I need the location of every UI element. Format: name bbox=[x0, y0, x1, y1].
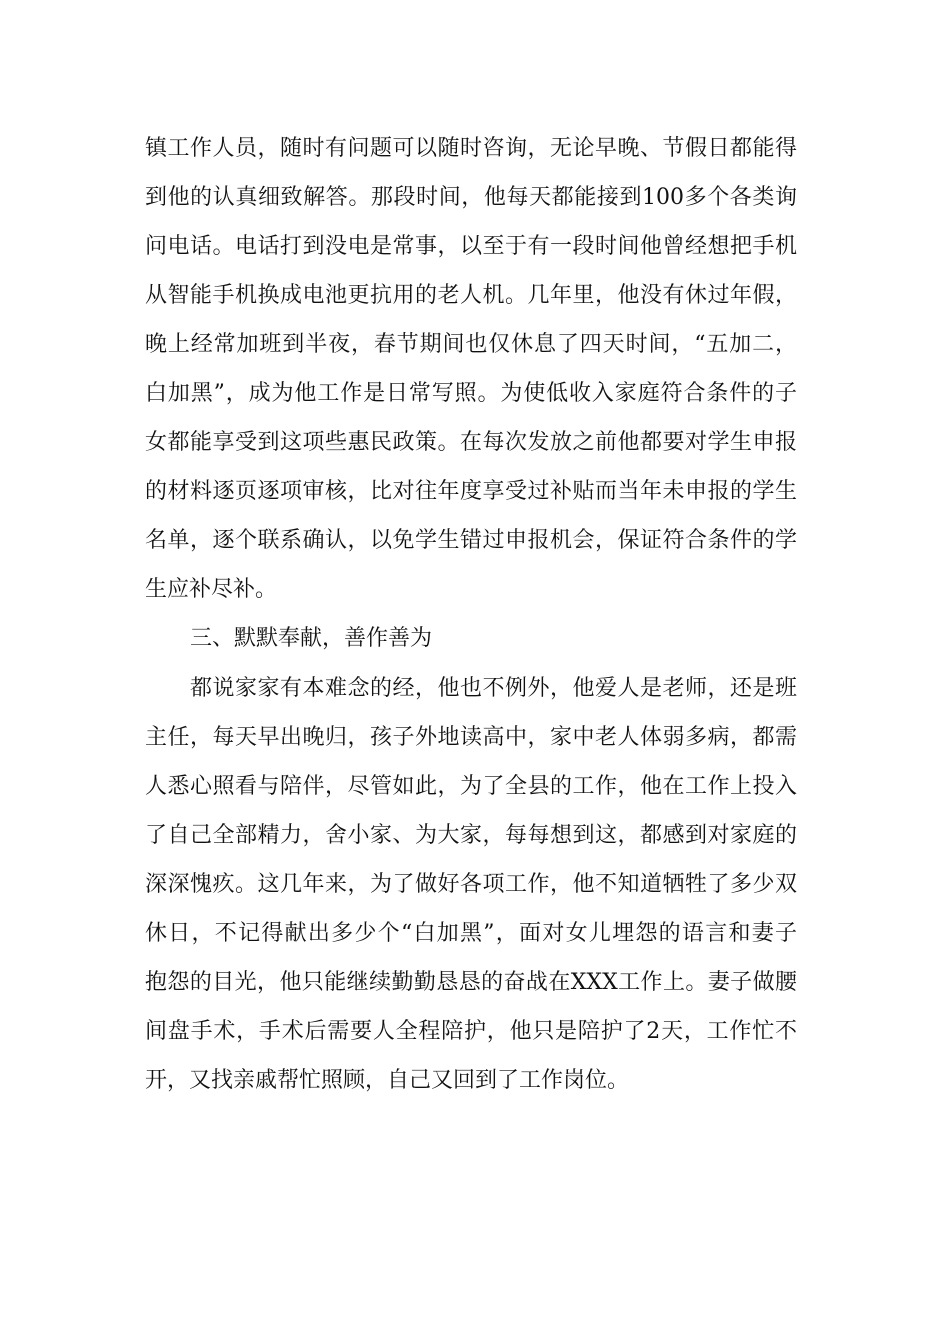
paragraph-1-line-10: 生应补尽补。 bbox=[145, 577, 278, 603]
section-heading: 三、默默奉献，善作善为 bbox=[190, 626, 433, 652]
paragraph-3-line-4: 了自己全部精力，舍小家、为大家，每每想到这，都感到对家庭的 bbox=[145, 822, 797, 848]
paragraph-1-line-8: 的材料逐页逐项审核，比对往年度享受过补贴而当年未申报的学生 bbox=[145, 479, 797, 505]
paragraph-3-line-6: 休日，不记得献出多少个“白加黑”，面对女儿埋怨的语言和妻子 bbox=[145, 920, 797, 946]
paragraph-1-line-1: 镇工作人员，随时有问题可以随时咨询，无论早晚、节假日都能得 bbox=[145, 136, 797, 161]
paragraph-3-line-8: 间盘手术，手术后需要人全程陪护，他只是陪护了2天，工作忙不 bbox=[145, 1018, 797, 1044]
paragraph-1-line-2: 到他的认真细致解答。那段时间，他每天都能接到100多个各类询 bbox=[145, 185, 797, 211]
document-body bbox=[145, 124, 797, 1105]
paragraph-3-line-7: 抱怨的目光，他只能继续勤勤恳恳的奋战在XXX工作上。妻子做腰 bbox=[145, 969, 797, 995]
paragraph-3-line-3: 人悉心照看与陪伴，尽管如此，为了全县的工作，他在工作上投入 bbox=[145, 773, 797, 799]
paragraph-1-line-4: 从智能手机换成电池更抗用的老人机。几年里，他没有休过年假， bbox=[145, 283, 797, 309]
paragraph-1-line-5: 晚上经常加班到半夜，春节期间也仅休息了四天时间，“五加二， bbox=[145, 332, 797, 358]
paragraph-1-line-6: 白加黑”，成为他工作是日常写照。为使低收入家庭符合条件的子 bbox=[145, 381, 797, 407]
paragraph-3-line-9: 开，又找亲戚帮忙照顾，自己又回到了工作岗位。 bbox=[145, 1067, 630, 1093]
paragraph-1-line-3: 问电话。电话打到没电是常事，以至于有一段时间他曾经想把手机 bbox=[145, 234, 797, 260]
paragraph-3-line-2: 主任，每天早出晚归，孩子外地读高中，家中老人体弱多病，都需 bbox=[145, 724, 797, 750]
paragraph-3-line-5: 深深愧疚。这几年来，为了做好各项工作，他不知道牺牲了多少双 bbox=[145, 871, 797, 897]
paragraph-1-line-9: 名单，逐个联系确认，以免学生错过申报机会，保证符合条件的学 bbox=[145, 528, 797, 554]
paragraph-3-line-1: 都说家家有本难念的经，他也不例外，他爱人是老师，还是班 bbox=[190, 675, 797, 701]
paragraph-1-line-7: 女都能享受到这项些惠民政策。在每次发放之前他都要对学生申报 bbox=[145, 430, 797, 456]
